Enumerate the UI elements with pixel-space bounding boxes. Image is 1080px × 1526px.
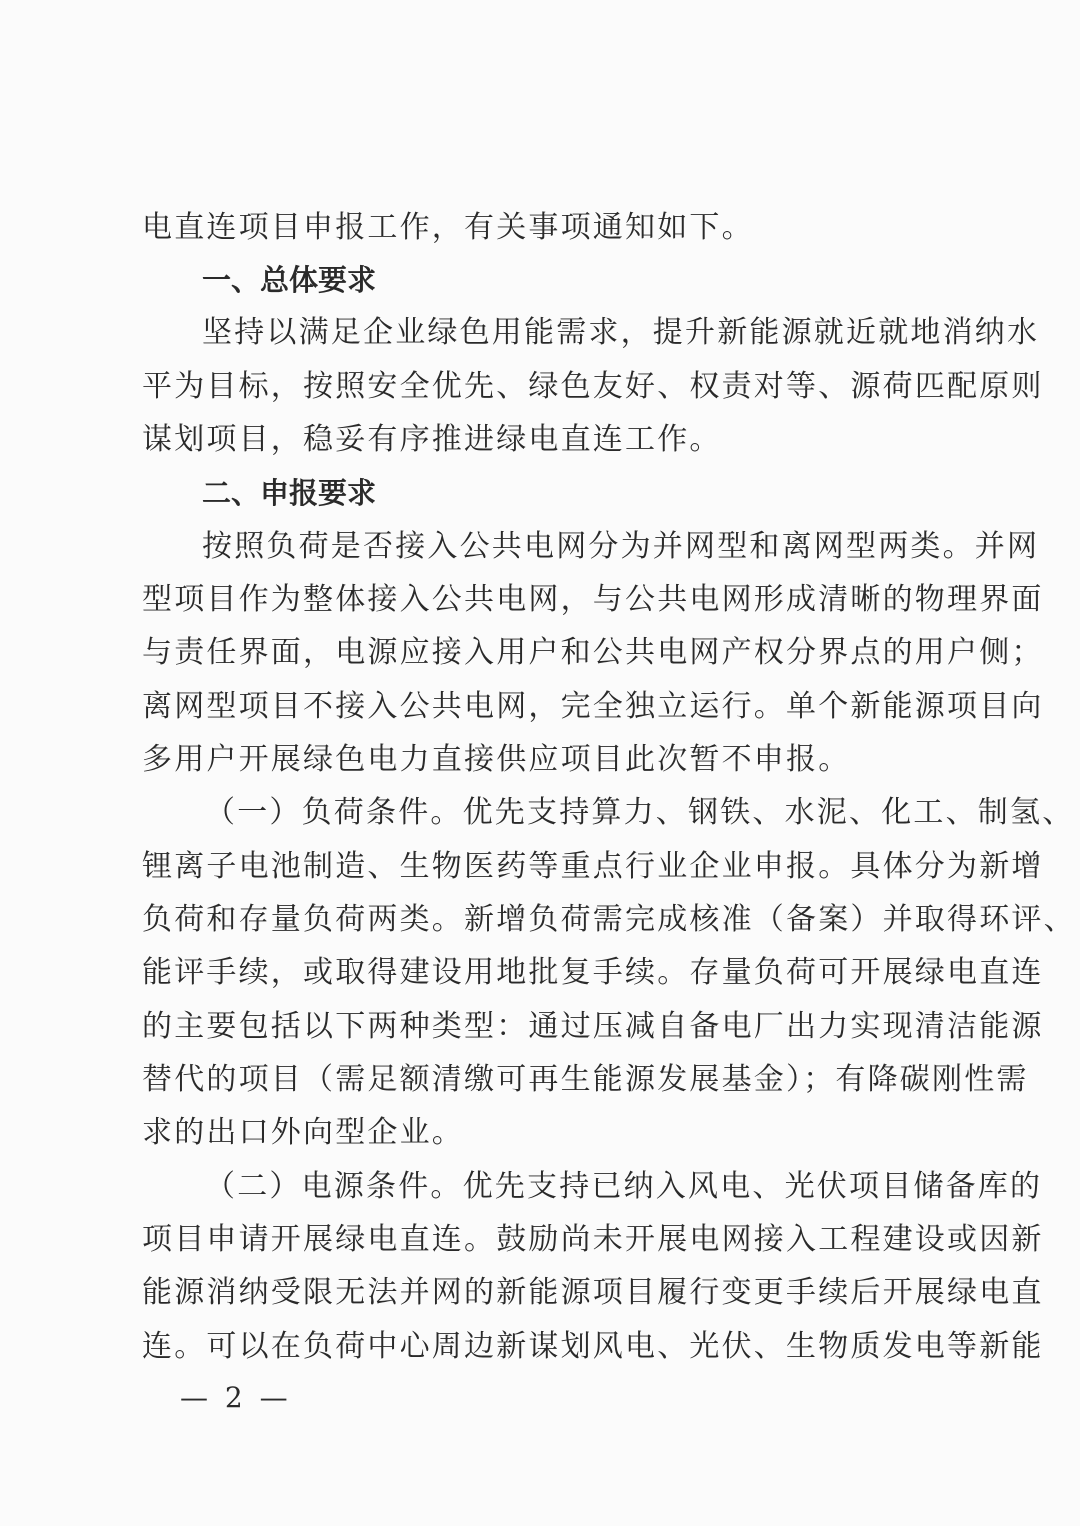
section-heading-application-requirements: 二、申报要求 bbox=[202, 476, 377, 510]
page-number: — 2 — bbox=[180, 1381, 292, 1414]
paragraph-line: 锂离子电池制造、生物医药等重点行业企业申报。具体分为新增 bbox=[142, 849, 1044, 884]
paragraph-line: 离网型项目不接入公共电网，完全独立运行。单个新能源项目向 bbox=[142, 689, 1044, 724]
section-heading-general-requirements: 一、总体要求 bbox=[202, 263, 377, 297]
paragraph-line: 按照负荷是否接入公共电网分为并网型和离网型两类。并网 bbox=[202, 529, 1040, 564]
paragraph-line: 连。可以在负荷中心周边新谋划风电、光伏、生物质发电等新能 bbox=[142, 1329, 1044, 1364]
paragraph-line: 的主要包括以下两种类型：通过压减自备电厂出力实现清洁能源 bbox=[142, 1009, 1044, 1044]
paragraph-line: 电直连项目申报工作，有关事项通知如下。 bbox=[142, 210, 754, 245]
subsection-load-conditions: （一）负荷条件。优先支持算力、钢铁、水泥、化工、制氢、 bbox=[205, 795, 1075, 830]
paragraph-line: 能评手续，或取得建设用地批复手续。存量负荷可开展绿电直连 bbox=[142, 955, 1044, 990]
paragraph-line: 项目申请开展绿电直连。鼓励尚未开展电网接入工程建设或因新 bbox=[142, 1222, 1044, 1257]
paragraph-line: 谋划项目，稳妥有序推进绿电直连工作。 bbox=[142, 422, 722, 457]
paragraph-line: 多用户开展绿色电力直接供应项目此次暂不申报。 bbox=[142, 742, 851, 777]
subsection-power-source-conditions: （二）电源条件。优先支持已纳入风电、光伏项目储备库的 bbox=[205, 1169, 1043, 1204]
paragraph-line: 求的出口外向型企业。 bbox=[142, 1115, 464, 1150]
paragraph-line: 能源消纳受限无法并网的新能源项目履行变更手续后开展绿电直 bbox=[142, 1275, 1044, 1310]
paragraph-line: 坚持以满足企业绿色用能需求，提升新能源就近就地消纳水 bbox=[202, 315, 1040, 350]
paragraph-line: 平为目标，按照安全优先、绿色友好、权责对等、源荷匹配原则 bbox=[142, 369, 1044, 404]
paragraph-line: 替代的项目（需足额清缴可再生能源发展基金）；有降碳刚性需 bbox=[142, 1062, 1029, 1097]
paragraph-line: 与责任界面，电源应接入用户和公共电网产权分界点的用户侧； bbox=[142, 635, 1044, 670]
paragraph-line: 负荷和存量负荷两类。新增负荷需完成核准（备案）并取得环评、 bbox=[142, 902, 1076, 937]
paragraph-line: 型项目作为整体接入公共电网，与公共电网形成清晰的物理界面 bbox=[142, 582, 1044, 617]
